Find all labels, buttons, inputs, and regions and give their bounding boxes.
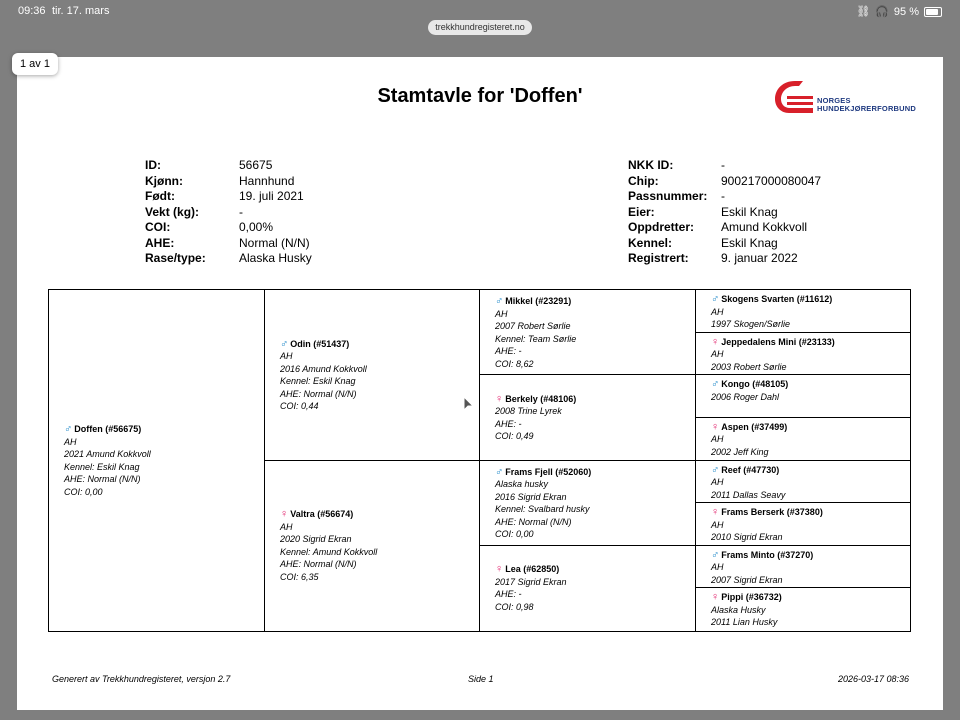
dog-card [495, 563, 567, 613]
status-indicators [856, 5, 942, 18]
dog-detail: Alaska husky [495, 479, 549, 490]
dog-detail: Kennel: Eskil Knag [64, 461, 140, 472]
info-value: 9. januar 2022 [721, 251, 798, 265]
dog-name[interactable]: Kongo (#48105) [721, 379, 789, 390]
dog-detail: 2017 Sigrid Ekran [495, 576, 567, 587]
dog-detail: AHE: Normal (N/N) [495, 516, 572, 527]
dog-detail: AHE: - [495, 589, 522, 600]
info-label: Kjønn: [145, 173, 183, 188]
pedigree-cell [480, 461, 696, 546]
pedigree-cell [265, 290, 480, 461]
dog-detail: Kennel: Amund Kokkvoll [280, 546, 378, 557]
dog-logo-icon [773, 77, 817, 117]
dog-card [711, 421, 787, 459]
female-icon: ♀ [711, 591, 720, 604]
dog-detail: 2007 Sigrid Ekran [711, 574, 783, 585]
dog-detail: 2003 Robert Sørlie [711, 361, 787, 372]
dog-detail: AH [280, 351, 293, 362]
dog-card [495, 393, 576, 443]
dog-detail: AHE: Normal (N/N) [64, 474, 141, 484]
dog-detail: AHE: Normal (N/N) [280, 559, 357, 570]
dog-card [711, 336, 835, 374]
info-label: Oppdretter: [628, 220, 694, 234]
female-icon: ♀ [711, 335, 720, 348]
dog-detail: 2002 Jeff King [711, 446, 769, 457]
page-title: Stamtavle for 'Doffen' [377, 85, 583, 107]
battery-icon [924, 7, 942, 17]
info-label: Passnummer: [628, 189, 708, 203]
dog-name[interactable]: Doffen (#56675) [74, 424, 142, 434]
pedigree-cell [696, 418, 910, 461]
dog-detail: AH [711, 306, 724, 317]
dog-detail: 2016 Sigrid Ekran [495, 491, 567, 502]
dog-name[interactable]: Lea (#62850) [505, 564, 560, 575]
pedigree-cell [49, 290, 265, 631]
pedigree-cell [480, 546, 696, 631]
dog-detail: Kennel: Team Sørlie [495, 333, 577, 344]
male-icon: ♂ [64, 423, 73, 435]
info-value: 900217000080047 [721, 173, 822, 188]
dog-detail: AH [495, 308, 508, 319]
dog-name[interactable]: Berkely (#48106) [505, 393, 577, 404]
pedigree-cell [265, 461, 480, 632]
dog-card [64, 423, 151, 498]
dog-detail: COI: 0,44 [280, 401, 319, 412]
male-icon: ♂ [711, 293, 720, 305]
dog-detail: AH [711, 349, 724, 360]
dog-detail: 2010 Sigrid Ekran [711, 532, 783, 543]
dog-detail: 2011 Lian Husky [711, 617, 778, 628]
info-value: Eskil Knag [721, 235, 778, 250]
male-icon: ♂ [711, 463, 720, 476]
dog-card [711, 591, 782, 629]
status-time: 09:36 [18, 5, 46, 17]
dog-detail: 1997 Skogen/Sørlie [711, 319, 791, 329]
info-value: Hannhund [239, 173, 295, 188]
link-icon: ⛓ [856, 6, 871, 18]
female-icon: ♀ [495, 563, 504, 576]
pedigree-cell [480, 290, 696, 375]
info-value: 0,00% [239, 220, 274, 234]
dog-detail: Kennel: Eskil Knag [280, 376, 356, 387]
female-icon: ♀ [280, 508, 289, 521]
dog-detail: AH [711, 519, 724, 530]
status-date: tir. 17. mars [52, 5, 110, 17]
info-value: 56675 [239, 158, 273, 172]
info-label: Registrert: [628, 251, 689, 265]
dog-name[interactable]: Valtra (#56674) [290, 509, 354, 520]
dog-detail: Alaska Husky [711, 604, 766, 615]
dog-name[interactable]: Jeppedalens Mini (#23133) [721, 336, 835, 347]
pdf-page [17, 57, 943, 710]
dog-name[interactable]: Frams Minto (#37270) [721, 549, 814, 560]
dog-detail: AH [711, 562, 724, 573]
info-value: Alaska Husky [239, 251, 312, 265]
dog-name[interactable]: Pippi (#36732) [721, 592, 782, 603]
pedigree-cell [696, 461, 910, 504]
male-icon: ♂ [495, 295, 504, 308]
pedigree-table [48, 289, 911, 632]
info-label: NKK ID: [628, 158, 674, 172]
dog-detail: COI: 0,00 [64, 486, 103, 497]
info-label: Chip: [628, 173, 659, 188]
dog-detail: 2011 Dallas Seavy [711, 489, 786, 500]
dog-detail: AHE: - [495, 418, 522, 429]
dog-name[interactable]: Odin (#51437) [290, 338, 350, 349]
info-label: Kennel: [628, 235, 673, 250]
logo-text: NORGES HUNDEKJØRERFORBUND [817, 96, 917, 113]
dog-detail: COI: 8,62 [495, 358, 534, 369]
dog-detail: 2016 Amund Kokkvoll [280, 363, 367, 374]
dog-card [495, 466, 591, 541]
dog-detail: COI: 0,49 [495, 431, 534, 442]
dog-name[interactable]: Frams Berserk (#37380) [721, 507, 823, 518]
dog-card [711, 378, 788, 403]
dog-detail: 2007 Robert Sørlie [495, 321, 571, 332]
pedigree-cell [696, 588, 910, 631]
dog-detail: 2006 Roger Dahl [711, 391, 780, 402]
female-icon: ♀ [495, 392, 504, 405]
dog-card [711, 506, 823, 544]
info-label: ID: [145, 158, 161, 172]
battery-percent: 95 % [893, 5, 919, 18]
dog-name[interactable]: Aspen (#37499) [721, 421, 788, 432]
dog-name[interactable]: Skogens Svarten (#11612) [721, 294, 833, 304]
dog-detail: COI: 0,98 [495, 601, 534, 612]
pedigree-cell [696, 333, 910, 376]
dog-name[interactable]: Reef (#47730) [721, 464, 780, 475]
info-value: - [721, 158, 725, 172]
info-label: Vekt (kg): [145, 204, 200, 219]
pedigree-cell [696, 503, 910, 546]
dog-detail: AHE: - [495, 346, 522, 357]
info-value: - [721, 189, 725, 203]
dog-name[interactable]: Mikkel (#23291) [505, 296, 572, 307]
dog-detail: AH [280, 521, 293, 532]
dog-card [711, 293, 832, 331]
pedigree-cell [696, 290, 910, 333]
dog-card [495, 295, 576, 370]
dog-detail: COI: 0,00 [495, 529, 534, 540]
footer-timestamp: 2026-03-17 08:36 [837, 674, 909, 684]
dog-card [280, 338, 367, 413]
dog-detail: AH [64, 436, 77, 447]
female-icon: ♀ [711, 420, 720, 433]
info-value: Eskil Knag [721, 204, 778, 219]
info-label: Eier: [628, 204, 655, 219]
footer-page: Side 1 [468, 674, 494, 684]
info-value: - [239, 204, 243, 219]
info-label: COI: [145, 220, 171, 234]
headphones-icon: 🎧 [875, 6, 889, 18]
male-icon: ♂ [711, 548, 720, 561]
dog-detail: COI: 6,35 [280, 571, 319, 582]
dog-detail: 2008 Trine Lyrek [495, 406, 562, 417]
dog-card [711, 549, 813, 587]
info-value: 19. juli 2021 [239, 189, 304, 203]
female-icon: ♀ [711, 506, 720, 519]
dog-detail: AHE: Normal (N/N) [280, 388, 357, 399]
pointer-cursor-icon [463, 396, 475, 412]
dog-card [711, 464, 785, 502]
info-label: Rase/type: [145, 251, 206, 265]
male-icon: ♂ [280, 337, 289, 350]
dog-detail: AH [711, 434, 724, 445]
dog-detail: 2021 Amund Kokkvoll [64, 449, 151, 459]
dog-name[interactable]: Frams Fjell (#52060) [505, 466, 592, 477]
info-label: AHE: [145, 235, 175, 250]
info-value: Normal (N/N) [239, 235, 310, 250]
pedigree-cell [696, 375, 910, 418]
url-pill[interactable]: trekkhundregisteret.no [428, 20, 532, 35]
page-indicator: 1 av 1 [12, 53, 58, 75]
footer-generated: Generert av Trekkhundregisteret, versjon 2.7 [52, 674, 231, 684]
dog-detail: AH [711, 477, 724, 487]
info-label: Født: [145, 189, 175, 203]
dog-detail: Kennel: Svalbard husky [495, 504, 590, 515]
male-icon: ♂ [711, 378, 720, 391]
nhf-logo [773, 77, 917, 117]
pedigree-cell [696, 546, 910, 589]
pedigree-cell [480, 375, 696, 460]
dog-detail: 2020 Sigrid Ekran [280, 534, 352, 545]
info-value: Amund Kokkvoll [721, 220, 808, 234]
dog-card [280, 508, 377, 583]
male-icon: ♂ [495, 465, 504, 478]
